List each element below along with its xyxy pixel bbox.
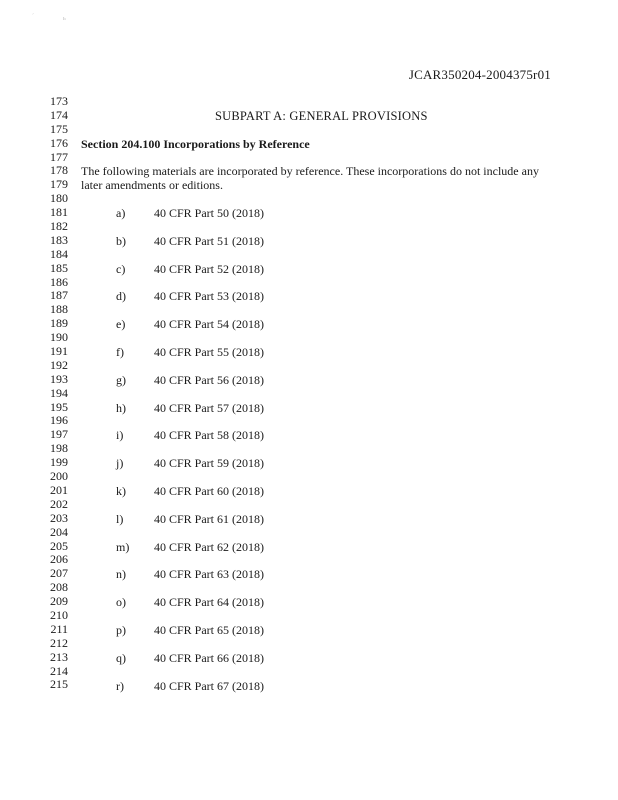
scan-artifact-mark: ь [63,16,66,22]
line-number: 214 [50,663,68,678]
document-id: JCAR350204-2004375r01 [408,67,551,82]
list-item-citation: 40 CFR Part 64 (2018) [154,595,265,610]
line-number: 185 [50,260,68,275]
list-item-letter: l) [116,511,124,526]
list-item-citation: 40 CFR Part 52 (2018) [154,261,265,276]
list-item [81,513,381,541]
list-item-citation: 40 CFR Part 62 (2018) [154,539,265,554]
reference-list [81,207,381,707]
list-item-citation: 40 CFR Part 59 (2018) [154,456,265,471]
line-number: 201 [50,482,68,497]
section-title: Section 204.100 Incorporations by Reference [81,137,310,151]
line-number: 174 [50,107,68,122]
list-item-citation: 40 CFR Part 67 (2018) [154,678,265,693]
line-number: 205 [50,538,68,553]
list-item-letter: q) [116,650,126,665]
list-item [81,624,381,652]
list-item [81,290,381,318]
line-number: 184 [50,246,68,261]
line-number: 202 [50,496,68,511]
list-item-letter: d) [116,289,126,304]
list-item [81,346,381,374]
list-item-citation: 40 CFR Part 61 (2018) [154,511,265,526]
line-number: 182 [50,219,68,234]
line-number: 189 [50,316,68,331]
line-number: 198 [50,441,68,456]
line-number: 209 [50,594,68,609]
list-item [81,402,381,430]
scan-artifact-mark: ˊ [32,14,34,20]
line-number: 176 [50,135,68,150]
line-number: 181 [50,205,68,220]
list-item-letter: r) [116,678,124,693]
line-number: 193 [50,371,68,386]
line-number: 210 [50,607,68,622]
list-item-letter: h) [116,400,126,415]
line-number: 175 [50,121,68,136]
line-number: 177 [50,149,68,164]
list-item-letter: k) [116,483,126,498]
line-number: 208 [50,580,68,595]
list-item-citation: 40 CFR Part 55 (2018) [154,344,265,359]
line-number: 200 [50,469,68,484]
list-item [81,235,381,263]
list-item-citation: 40 CFR Part 57 (2018) [154,400,265,415]
line-number: 215 [50,677,68,692]
list-item-letter: c) [116,261,126,276]
line-number: 173 [50,94,68,108]
line-number: 179 [50,177,68,192]
line-number: 180 [50,191,68,206]
line-number: 196 [50,413,68,428]
list-item-citation: 40 CFR Part 58 (2018) [154,428,265,443]
list-item [81,457,381,485]
line-number: 192 [50,357,68,372]
list-item-letter: o) [116,595,126,610]
paragraph-line: later amendments or editions. [81,177,223,192]
list-item-letter: a) [116,206,126,220]
line-number: 194 [50,385,68,400]
list-item [81,541,381,569]
intro-paragraph [81,165,551,193]
list-item [81,374,381,402]
line-number: 206 [50,552,68,567]
list-item-citation: 40 CFR Part 65 (2018) [154,622,265,637]
list-item-letter: b) [116,233,126,248]
line-number: 190 [50,330,68,345]
line-number: 178 [50,163,68,178]
list-item-citation: 40 CFR Part 63 (2018) [154,567,265,582]
line-number: 186 [50,274,68,289]
subpart-heading: SUBPART A: GENERAL PROVISIONS [215,109,428,123]
list-item [81,652,381,680]
list-item [81,429,381,457]
line-number: 212 [50,635,68,650]
list-item [81,485,381,513]
list-item-letter: e) [116,317,126,332]
line-number: 213 [50,649,68,664]
line-number: 203 [50,510,68,525]
list-item-citation: 40 CFR Part 66 (2018) [154,650,265,665]
list-item-citation: 40 CFR Part 51 (2018) [154,233,265,248]
line-number: 204 [50,524,68,539]
line-number: 199 [50,455,68,470]
list-item [81,568,381,596]
list-item-citation: 40 CFR Part 56 (2018) [154,372,265,387]
line-number: 187 [50,288,68,303]
list-item [81,263,381,291]
list-item-letter: p) [116,622,126,637]
list-item-letter: j) [116,456,124,471]
list-item-letter: f) [116,344,124,359]
line-number-column [40,95,68,692]
list-item [81,596,381,624]
list-item-citation: 40 CFR Part 54 (2018) [154,317,265,332]
paragraph-line: The following materials are incorporated by reference. These incorporations do not include any [81,164,539,178]
list-item-citation: 40 CFR Part 53 (2018) [154,289,265,304]
line-number: 191 [50,344,68,359]
list-item [81,318,381,346]
line-number: 207 [50,566,68,581]
line-number: 183 [50,232,68,247]
line-number: 188 [50,302,68,317]
list-item-letter: i) [116,428,124,443]
line-number: 195 [50,399,68,414]
line-number: 197 [50,427,68,442]
list-item-letter: m) [116,539,130,554]
line-number: 211 [50,621,68,636]
list-item [81,207,381,235]
list-item-letter: g) [116,372,126,387]
list-item [81,680,381,708]
list-item-citation: 40 CFR Part 50 (2018) [154,206,265,220]
list-item-letter: n) [116,567,126,582]
list-item-citation: 40 CFR Part 60 (2018) [154,483,265,498]
